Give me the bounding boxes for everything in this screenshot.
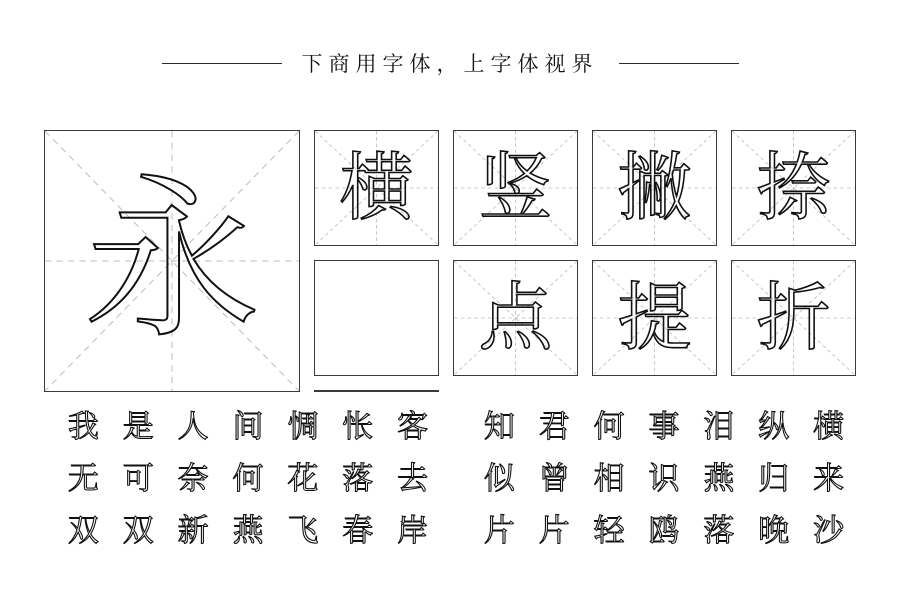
poem-char: 间 — [232, 408, 264, 445]
poem-char: 曾 — [538, 460, 570, 497]
poem-char: 去 — [397, 460, 429, 497]
poem-char: 横 — [813, 408, 845, 445]
stroke-glyph-dian: 点 — [478, 275, 553, 361]
poem-char: 落 — [342, 460, 374, 497]
poem-line-3 — [56, 508, 856, 554]
poem-char: 似 — [483, 460, 515, 497]
poem-line-3-right — [472, 512, 856, 549]
poem-char: 来 — [813, 460, 845, 497]
poem-line-1-left — [56, 408, 440, 445]
poem-char: 纵 — [758, 408, 790, 445]
poem-line-2-left — [56, 460, 440, 497]
stroke-glyph-ti: 提 — [617, 275, 692, 361]
poem-char: 春 — [342, 512, 374, 549]
poem-char: 惆 — [287, 408, 319, 445]
stroke-glyph-zhe: 折 — [756, 275, 831, 361]
stroke-cell-shu — [453, 130, 578, 246]
stroke-cell-dian — [453, 260, 578, 376]
poem-char: 轻 — [593, 512, 625, 549]
poem-char: 知 — [483, 408, 515, 445]
poem-line-1-right — [472, 408, 856, 445]
poem-char: 客 — [397, 408, 429, 445]
poem-char: 落 — [703, 512, 735, 549]
header-rule-left — [162, 63, 282, 64]
poem-char: 双 — [67, 512, 99, 549]
poem-char: 事 — [648, 408, 680, 445]
stroke-cell-zhe — [731, 260, 856, 376]
stroke-grid — [314, 130, 856, 392]
poem-char: 何 — [232, 460, 264, 497]
main-character-cell — [44, 130, 300, 392]
poem-char: 新 — [177, 512, 209, 549]
poem-char: 奈 — [177, 460, 209, 497]
poem-char: 飞 — [287, 512, 319, 549]
poem-char: 燕 — [232, 512, 264, 549]
stroke-glyph-na: 捺 — [756, 145, 831, 231]
poem-line-2 — [56, 456, 856, 502]
poem-char: 沙 — [813, 512, 845, 549]
header-rule-right — [619, 63, 739, 64]
poem-char: 燕 — [703, 460, 735, 497]
stroke-glyph-heng: 横 — [339, 145, 414, 231]
poem-char: 人 — [177, 408, 209, 445]
stroke-cell-empty — [314, 260, 439, 376]
main-glyph-yong: 永 — [83, 158, 260, 363]
poem-char: 怅 — [342, 408, 374, 445]
poem-char: 识 — [648, 460, 680, 497]
poem-char: 无 — [67, 460, 99, 497]
stroke-cell-ti — [592, 260, 717, 376]
poem-char: 片 — [538, 512, 570, 549]
stroke-glyph-pie: 撇 — [617, 145, 692, 231]
poem-line-2-right — [472, 460, 856, 497]
poem-char: 可 — [122, 460, 154, 497]
stroke-cell-gou — [314, 390, 439, 392]
poem-char: 岸 — [397, 512, 429, 549]
poem-sample — [56, 404, 856, 554]
poem-char: 归 — [758, 460, 790, 497]
stroke-cell-heng — [314, 130, 439, 246]
poem-char: 花 — [287, 460, 319, 497]
poem-line-1 — [56, 404, 856, 450]
poem-char: 泪 — [703, 408, 735, 445]
poem-char: 相 — [593, 460, 625, 497]
poem-char: 何 — [593, 408, 625, 445]
header — [0, 48, 900, 78]
poem-char: 是 — [122, 408, 154, 445]
glyph-showcase — [44, 130, 856, 392]
poem-char: 君 — [538, 408, 570, 445]
poem-char: 鸥 — [648, 512, 680, 549]
page-title: 下商用字体，上字体视界 — [301, 52, 599, 76]
poem-char: 双 — [122, 512, 154, 549]
stroke-cell-pie — [592, 130, 717, 246]
stroke-cell-na — [731, 130, 856, 246]
poem-char: 片 — [483, 512, 515, 549]
stroke-glyph-shu: 竖 — [478, 145, 553, 231]
poem-char: 我 — [67, 408, 99, 445]
poem-line-3-left — [56, 512, 440, 549]
poem-char: 晚 — [758, 512, 790, 549]
